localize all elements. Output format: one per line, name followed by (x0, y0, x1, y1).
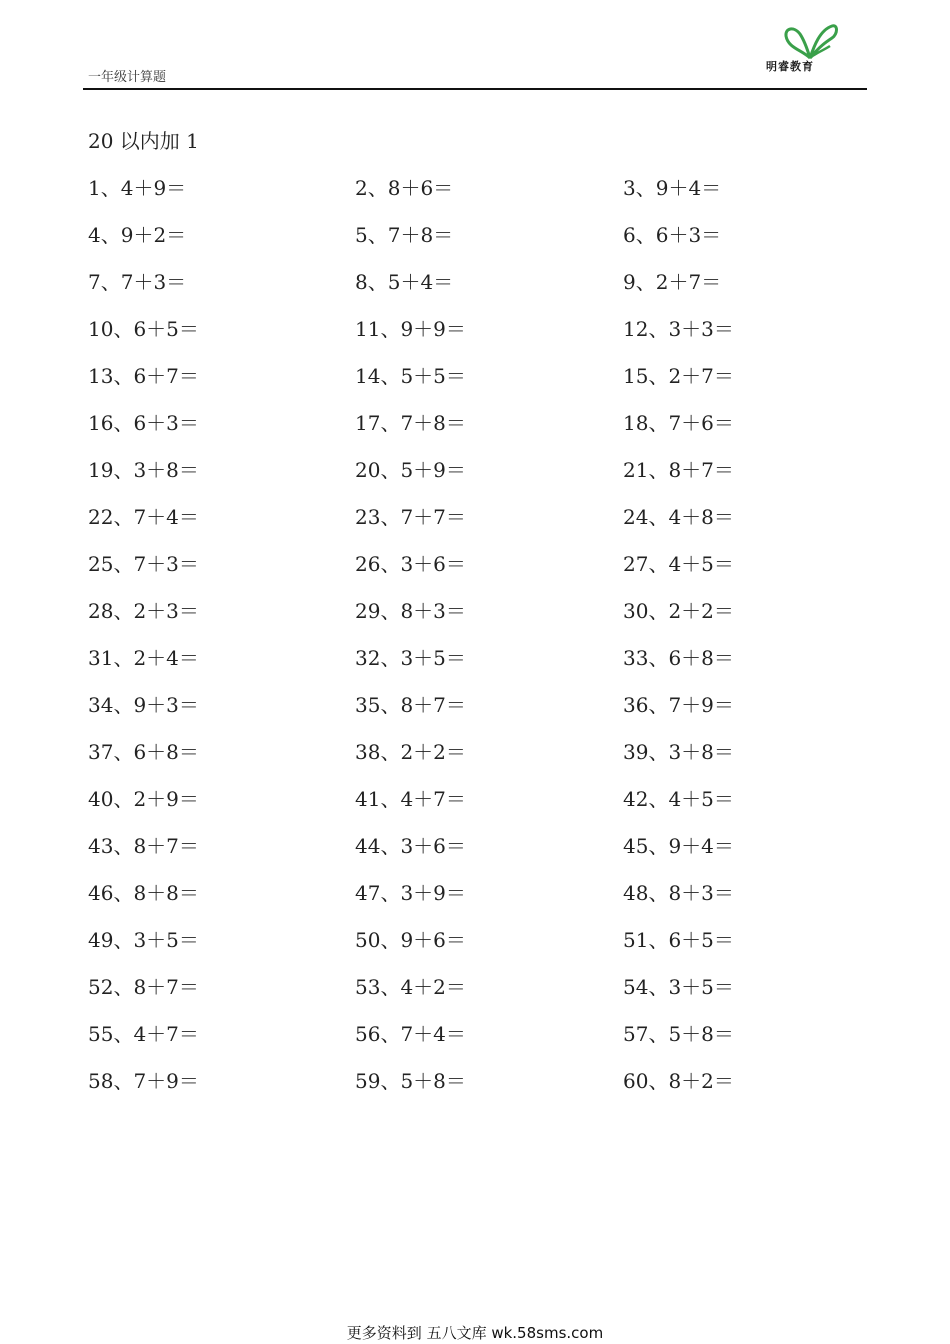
header-divider (83, 88, 867, 90)
problem-row (88, 454, 868, 501)
problem-row (88, 595, 868, 642)
problem-item: 57、5＋8＝ (623, 1022, 734, 1046)
problem-item: 12、3＋3＝ (623, 317, 734, 341)
problem-item: 33、6＋8＝ (623, 646, 734, 670)
problem-item: 1、4＋9＝ (88, 176, 187, 200)
problem-row (88, 1018, 868, 1065)
problem-item: 21、8＋7＝ (623, 458, 734, 482)
problem-item: 53、4＋2＝ (355, 975, 466, 999)
problem-item: 13、6＋7＝ (88, 364, 199, 388)
problem-item: 8、5＋4＝ (355, 270, 454, 294)
problem-item: 34、9＋3＝ (88, 693, 199, 717)
problem-item: 10、6＋5＝ (88, 317, 199, 341)
problem-item: 19、3＋8＝ (88, 458, 199, 482)
problem-item: 45、9＋4＝ (623, 834, 734, 858)
problem-row (88, 548, 868, 595)
problem-row (88, 266, 868, 313)
section-title: 20 以内加 1 (88, 129, 199, 153)
problem-item: 58、7＋9＝ (88, 1069, 199, 1093)
problem-item: 2、8＋6＝ (355, 176, 454, 200)
problem-row (88, 783, 868, 830)
problem-item: 11、9＋9＝ (355, 317, 466, 341)
problem-item: 4、9＋2＝ (88, 223, 187, 247)
problem-item: 54、3＋5＝ (623, 975, 734, 999)
problem-item: 59、5＋8＝ (355, 1069, 466, 1093)
problem-item: 3、9＋4＝ (623, 176, 722, 200)
problem-item: 30、2＋2＝ (623, 599, 734, 623)
problem-row (88, 407, 868, 454)
problem-item: 48、8＋3＝ (623, 881, 734, 905)
problem-item: 40、2＋9＝ (88, 787, 199, 811)
logo (760, 20, 850, 76)
problem-item: 31、2＋4＝ (88, 646, 199, 670)
problem-item: 14、5＋5＝ (355, 364, 466, 388)
problem-item: 27、4＋5＝ (623, 552, 734, 576)
problem-item: 50、9＋6＝ (355, 928, 466, 952)
problem-grid (88, 172, 868, 1112)
problem-row (88, 313, 868, 360)
problem-item: 49、3＋5＝ (88, 928, 199, 952)
problem-row (88, 1065, 868, 1112)
problem-item: 20、5＋9＝ (355, 458, 466, 482)
problem-row (88, 924, 868, 971)
problem-row (88, 219, 868, 266)
problem-item: 5、7＋8＝ (355, 223, 454, 247)
problem-row (88, 642, 868, 689)
problem-item: 44、3＋6＝ (355, 834, 466, 858)
logo-text: 明睿教育 (766, 60, 814, 73)
problem-row (88, 877, 868, 924)
problem-item: 38、2＋2＝ (355, 740, 466, 764)
problem-item: 47、3＋9＝ (355, 881, 466, 905)
problem-item: 51、6＋5＝ (623, 928, 734, 952)
problem-item: 36、7＋9＝ (623, 693, 734, 717)
problem-item: 42、4＋5＝ (623, 787, 734, 811)
problem-item: 52、8＋7＝ (88, 975, 199, 999)
problem-row (88, 360, 868, 407)
problem-row (88, 172, 868, 219)
problem-item: 35、8＋7＝ (355, 693, 466, 717)
problem-item: 9、2＋7＝ (623, 270, 722, 294)
problem-item: 24、4＋8＝ (623, 505, 734, 529)
footer-text: 更多资料到 五八文库 wk.58sms.com (346, 1324, 604, 1342)
problem-item: 60、8＋2＝ (623, 1069, 734, 1093)
problem-item: 18、7＋6＝ (623, 411, 734, 435)
problem-item: 15、2＋7＝ (623, 364, 734, 388)
problem-item: 55、4＋7＝ (88, 1022, 199, 1046)
problem-item: 32、3＋5＝ (355, 646, 466, 670)
problem-item: 6、6＋3＝ (623, 223, 722, 247)
problem-item: 7、7＋3＝ (88, 270, 187, 294)
problem-item: 16、6＋3＝ (88, 411, 199, 435)
problem-item: 37、6＋8＝ (88, 740, 199, 764)
butterfly-logo-icon (780, 20, 840, 62)
problem-item: 39、3＋8＝ (623, 740, 734, 764)
problem-item: 41、4＋7＝ (355, 787, 466, 811)
problem-item: 43、8＋7＝ (88, 834, 199, 858)
problem-item: 56、7＋4＝ (355, 1022, 466, 1046)
problem-row (88, 971, 868, 1018)
problem-item: 22、7＋4＝ (88, 505, 199, 529)
header-label: 一年级计算题 (88, 70, 167, 85)
problem-item: 29、8＋3＝ (355, 599, 466, 623)
problem-item: 25、7＋3＝ (88, 552, 199, 576)
problem-item: 17、7＋8＝ (355, 411, 466, 435)
problem-row (88, 830, 868, 877)
problem-item: 46、8＋8＝ (88, 881, 199, 905)
problem-item: 28、2＋3＝ (88, 599, 199, 623)
problem-row (88, 736, 868, 783)
problem-item: 23、7＋7＝ (355, 505, 466, 529)
problem-item: 26、3＋6＝ (355, 552, 466, 576)
problem-row (88, 689, 868, 736)
problem-row (88, 501, 868, 548)
